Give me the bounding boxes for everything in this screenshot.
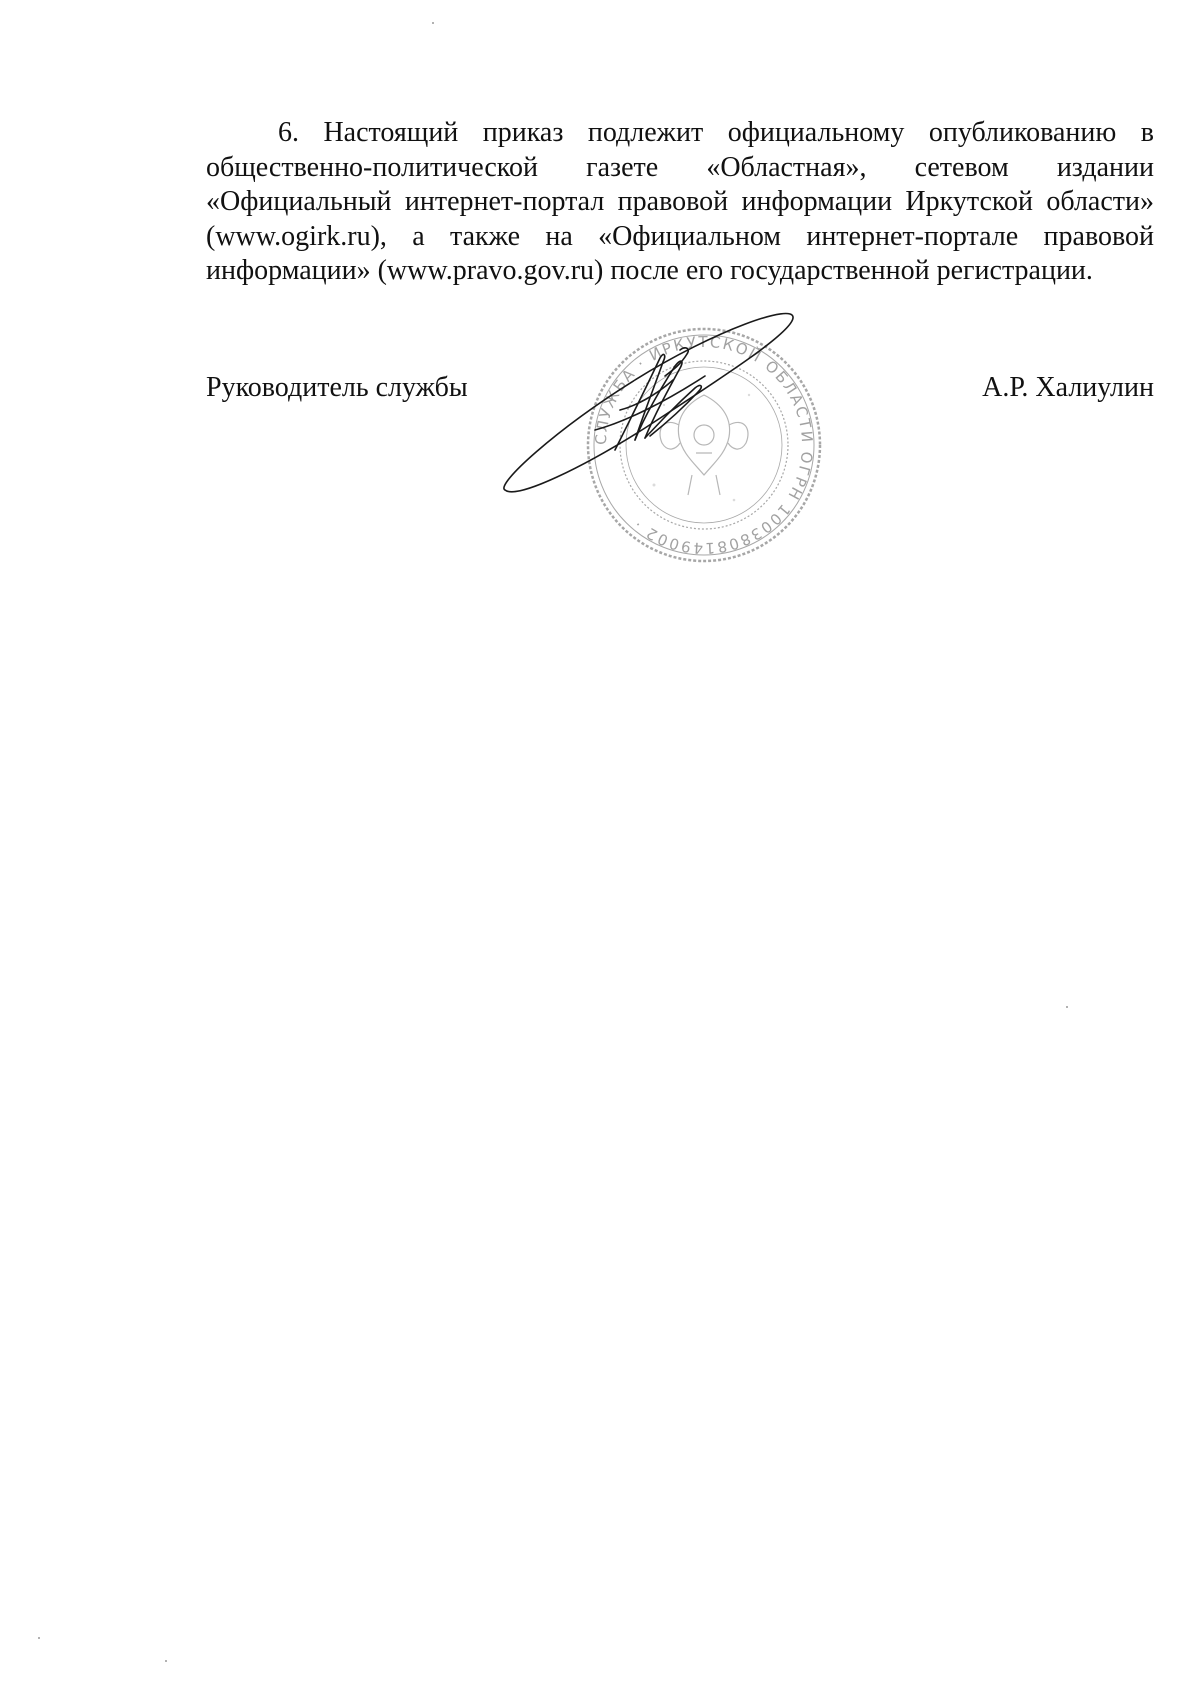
signer-name: А.Р. Халиулин — [982, 372, 1154, 403]
scan-speck — [165, 1660, 167, 1662]
svg-text:СЛУЖБА · ИРКУТСКОЙ ОБЛАСТИ ОГР: СЛУЖБА · ИРКУТСКОЙ ОБЛАСТИ ОГРН 1003808149002 · — [591, 332, 817, 558]
scan-speck — [38, 1637, 40, 1639]
scan-speck — [432, 22, 434, 24]
handwritten-signature — [495, 310, 815, 510]
paragraph-6: 6. Настоящий приказ подлежит официальному опубликованию в общественно-политической газете «Областная», сетевом издании «Официальный интернет-портал правовой информации Иркутской области» (www.ogirk.ru), а также на «Официальном интернет-портале правовой информации» (www.pravo.gov.ru) после его государственной регистрации. — [206, 117, 1154, 286]
signer-position: Руководитель службы — [206, 372, 468, 403]
scan-speck — [1066, 1006, 1068, 1008]
